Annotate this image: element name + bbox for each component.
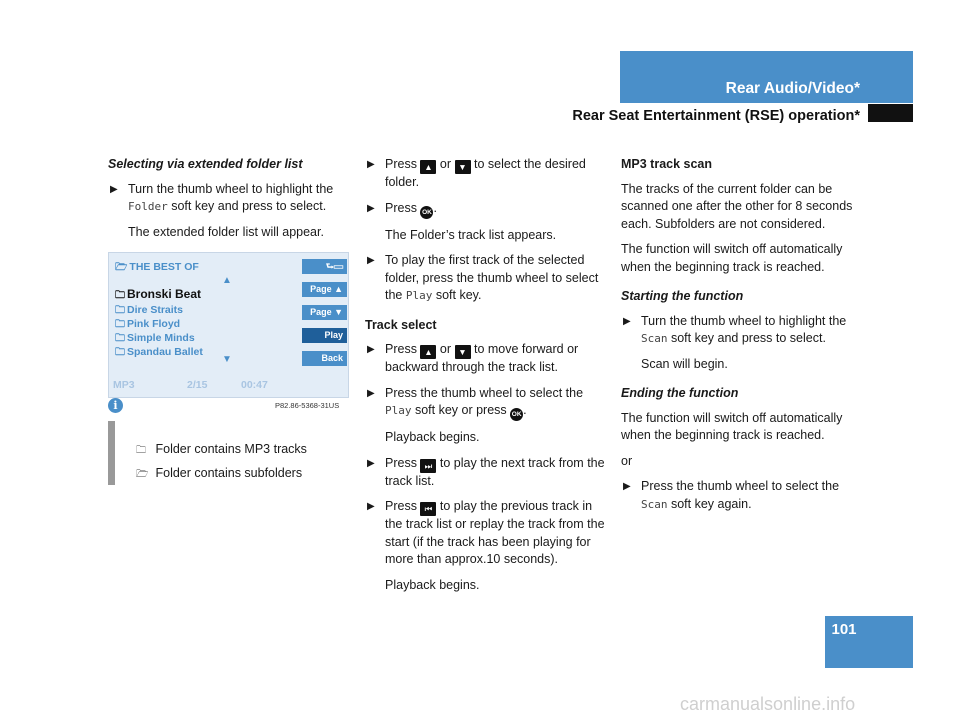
softkey-folder-back[interactable]: ⮑▭ [302,259,347,274]
heading-ending-function: Ending the function [621,386,739,400]
paragraph: The tracks of the current folder can be scanned one after the other for 8 seconds each. Subfolders are not considered. [621,181,853,231]
list-item: 🗀 Pink Floyd [115,317,180,334]
up-key-icon: ▲ [420,345,436,359]
bullet-arrow-icon: ▶ [367,202,375,214]
softkey-label: Play [405,289,433,302]
subsection-title: Rear Seat Entertainment (RSE) operation* [572,108,860,124]
paragraph: The function will switch off automatically when the beginning track is reached. [621,242,843,274]
info-icon: i [108,398,123,413]
legend-subfolders: 🗁 Folder contains subfolders [136,466,302,484]
mp3-folder-icon: 🗀 [115,290,125,301]
step-item: ▶ Press ▲ or ▼ to select the desired folder. [367,157,586,189]
softkey-label: Play [385,404,412,417]
down-key-icon: ▼ [455,345,471,359]
heading-track-select: Track select [365,317,437,332]
step-note: Scan will begin. [641,356,728,371]
softkey-label: Folder [128,200,168,213]
heading-starting-function: Starting the function [621,289,744,303]
step-note: Playback begins. [385,577,480,592]
selected-folder-row: 🗀 Bronski Beat [115,287,201,305]
bullet-arrow-icon: ▶ [367,387,375,399]
softkey-page-down[interactable]: Page ▼ [302,305,347,320]
step-item: ▶ Press the thumb wheel to select the Play soft key or press OK . [365,385,607,422]
status-time: 00:47 [241,379,268,391]
softkey-play[interactable]: Play [302,328,347,343]
bullet-arrow-icon: ▶ [623,481,631,492]
step-item: ▶ Turn the thumb wheel to highlight the Folder soft key and press to select. [110,181,334,213]
softkey-label: Scan [641,497,668,511]
legend-mp3-folder: 🗀 Folder contains MP3 tracks [136,442,307,460]
top-folder-row: 🗁 THE BEST OF [115,260,199,277]
bullet-arrow-icon: ▶ [367,344,375,355]
info-bar [108,421,115,485]
page-number: 101 [831,621,857,638]
bullet-arrow-icon: ▶ [367,501,375,512]
up-key-icon: ▲ [420,160,436,174]
mp3-folder-icon: 🗀 [115,347,125,358]
display-screen [108,252,349,398]
heading-extended-folder-list: Selecting via extended folder list [108,157,303,171]
step-item: ▶ To play the first track of the selected folder, press the thumb wheel to select the Play soft key. [367,253,599,302]
ok-button-icon: OK [510,408,523,421]
list-item: 🗀 Spandau Ballet [115,345,203,362]
softkey-label: Scan [641,332,668,345]
step-item: ▶ Press the thumb wheel to select the Scan soft key again. [623,479,840,511]
status-format: MP3 [113,379,135,391]
bullet-arrow-icon: ▶ [623,315,631,327]
watermark: carmanualsonline.info [680,694,856,714]
header-black-tab [868,104,913,122]
scroll-down-icon: ▼ [222,354,232,365]
mp3-folder-icon: 🗀 [115,305,125,316]
list-item: 🗀 Dire Straits [115,303,183,320]
previous-track-key-icon: ⏮ [420,502,436,516]
column-1 [108,156,348,249]
bullet-arrow-icon: ▶ [367,255,375,266]
mp3-folder-icon: 🗀 [136,445,146,456]
section-title: Rear Audio/Video* [725,80,860,97]
step-item: ▶ Turn the thumb wheel to highlight the Scan soft key and press to select. [623,313,847,345]
paragraph: The function will switch off automatically when the beginning track is reached. [621,410,843,442]
bullet-arrow-icon: ▶ [110,183,118,195]
down-key-icon: ▼ [455,160,471,174]
softkey-back[interactable]: Back [302,351,347,366]
step-item: ▶ Press ▲ or ▼ to move forward or backward through the track list. [367,342,579,374]
column-3 [621,156,866,521]
step-note: Playback begins. [385,430,480,444]
step-note: The Folder’s track list appears. [385,227,557,242]
heading-mp3-track-scan: MP3 track scan [621,157,713,171]
next-track-key-icon: ⏭ [420,459,436,473]
softkey-page-up[interactable]: Page ▲ [302,282,347,297]
bullet-arrow-icon: ▶ [367,457,375,469]
column-2 [365,156,607,602]
paragraph-or: or [621,453,633,468]
status-track: 2/15 [187,379,208,391]
list-item: 🗀 Simple Minds [115,331,195,348]
subfolder-icon: 🗁 [136,469,149,480]
step-item: ▶ Press ⏮ to play the previous track in the track list or replay the track from the start (if the track has been playing for more than approx.10 seconds). [367,499,605,566]
step-item: ▶ Press ⏭ to play the next track from the track list. [367,455,605,488]
mp3-folder-icon: 🗀 [115,319,125,330]
subfolder-icon: 🗁 [115,262,128,273]
scroll-up-icon: ▲ [222,275,232,286]
bullet-arrow-icon: ▶ [367,159,375,170]
ok-button-icon: OK [420,206,433,219]
step-item: ▶ Press OK . [365,200,607,219]
step-note: The extended folder list will appear. [128,224,324,239]
mp3-folder-icon: 🗀 [115,333,125,344]
figure-caption: P82.86-5368-31US [275,401,340,410]
